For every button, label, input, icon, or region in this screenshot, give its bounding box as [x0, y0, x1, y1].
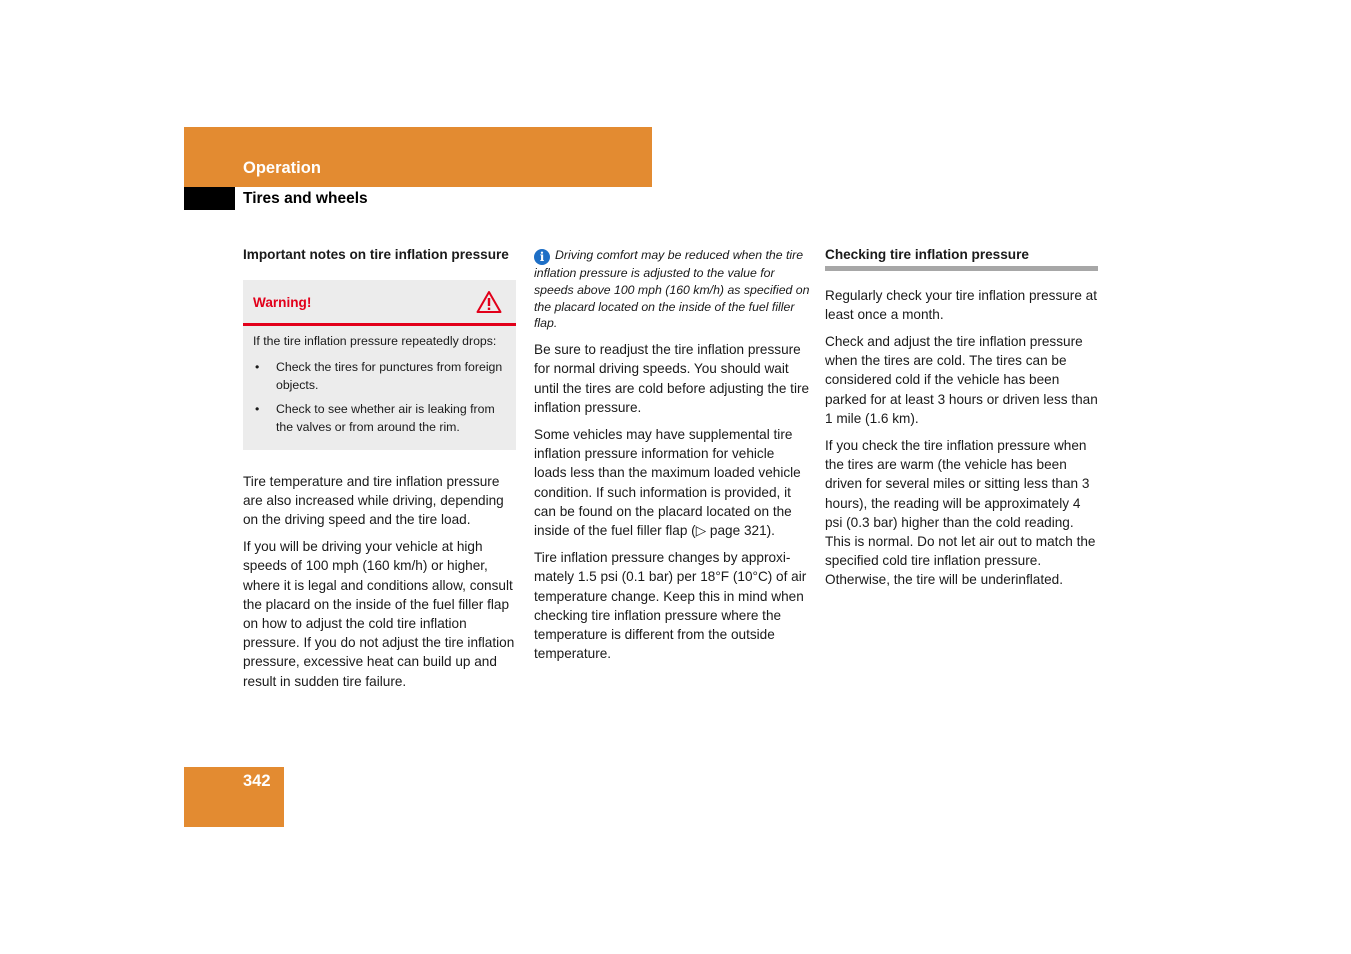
paragraph: Some vehicles may have supplemental tire inflation pressure information for vehicle loads less than the maximum loaded vehicle condition. If such information is provided, it can be found on the placard located on the inside of the fuel filler flap (▷ page 321).: [534, 427, 801, 539]
heading-rule: [825, 266, 1098, 271]
section-tab-marker: [184, 187, 235, 210]
header-band: [184, 127, 652, 187]
section-title: Operation: [243, 159, 321, 177]
paragraph: Tire inflation pressure changes by approximately 1.5 psi (0.1 bar) per 18°F (10°C) of air temperature change. Keep this in mind when checking tire inflation pressure where the temperature is different from the outside temperature.: [534, 550, 807, 662]
warning-intro: If the tire inflation pressure repeatedly drops:: [253, 333, 497, 348]
warning-header: [243, 280, 516, 326]
info-icon: i: [534, 249, 550, 265]
warning-triangle-icon: [476, 290, 502, 314]
warning-body: [243, 326, 516, 450]
column-left: [243, 245, 516, 699]
page-number: 342: [243, 772, 271, 790]
paragraph: If you check the tire inflation pressure when the tires are warm (the vehicle has been driven for several miles or sitting less than 3 hours), the reading will be approximately 4 psi (0.3 bar) higher than the cold reading. This is normal. Do not let air out to match the specified cold tire inflation pressure. Otherwise, the tire will be underinflated.: [825, 437, 1096, 588]
info-note-text: Driving comfort may be reduced when the tire inflation pressure is adjusted to the value for speeds above 100 mph (160 km/h) as specified on the placard located on the inside of the fuel filler flap.: [534, 248, 810, 331]
warning-label: Warning!: [253, 294, 312, 310]
paragraph: Be sure to readjust the tire inflation pressure for normal driving speeds. You should wait until the tires are cold before adjusting the tire inflation pressure.: [534, 342, 810, 415]
info-note: [534, 247, 810, 332]
subsection-title: Tires and wheels: [243, 190, 368, 207]
warning-bullet-list: [253, 358, 506, 436]
paragraph: Check and adjust the tire inflation pressure when the tires are cold. The tires can be considered cold if the vehicle has been parked for at least 3 hours or driven less than 1 mile (1.6 km).: [825, 333, 1098, 426]
heading-checking-pressure: Checking tire inflation pressure: [825, 247, 1029, 262]
warning-bullet: • Check the tires for punctures from foreign objects.: [253, 358, 506, 394]
warning-box: [243, 280, 516, 450]
paragraph: If you will be driving your vehicle at high speeds of 100 mph (160 km/h) or higher, where it is legal and conditions allow, consult the placard on the inside of the fuel filler flap on how to adjust the cold tire inflation pressure. If you do not adjust the tire inflation pressure, excessive heat can build up and result in sudden tire failure.: [243, 539, 515, 689]
column-right: [825, 245, 1098, 598]
paragraph: Regularly check your tire inflation pressure at least once a month.: [825, 287, 1098, 322]
paragraph: Tire temperature and tire inflation pressure are also increased while driving, depending on the driving speed and the tire load.: [243, 473, 504, 527]
heading-important-notes: Important notes on tire inflation pressure: [243, 247, 509, 262]
column-middle: [534, 247, 810, 671]
warning-bullet: • Check to see whether air is leaking from the valves or from around the rim.: [253, 400, 506, 436]
